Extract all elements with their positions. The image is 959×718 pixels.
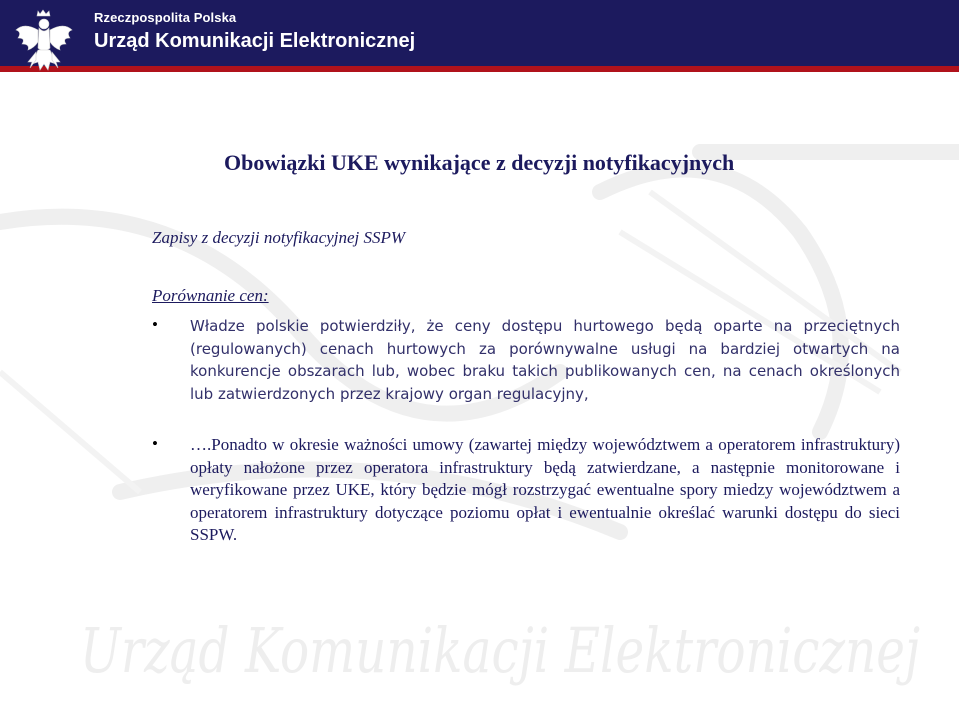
bullet-text-1: Władze polskie potwierdziły, że ceny dostępu hurtowego będą oparte na przeciętnych (regulowanych) cenach hurtowych za porównywalne usługi na bardziej otwartych na konkurencje obszarach lub, wobec braku takich publikowanych cen, na cenach określonych lub zatwierdzonych przez krajowy organ regulacyjny,	[190, 317, 900, 403]
bullet-text-2: ….Ponadto w okresie ważności umowy (zawartej między województwem a operatorem infrastruktury) opłaty nałożone przez operatora infrastruktury będą zatwierdzane, a następnie monitorowane i weryfikowane przez UKE, który będzie mógł rozstrzygać ewentualne spory miedzy województwem a operatorem infrastruktury dotyczące poziomu opłat i ewentualnie określać warunki dostępu do sieci SSPW.	[190, 435, 900, 544]
org-name-small: Rzeczpospolita Polska	[94, 10, 237, 25]
slide-title: Obowiązki UKE wynikające z decyzji notyfikacyjnych	[224, 150, 735, 175]
bullet-marker-2: •	[152, 434, 158, 453]
slide-subtitle: Zapisy z decyzji notyfikacyjnej SSPW	[152, 228, 406, 247]
section-heading: Porównanie cen:	[152, 286, 269, 305]
bullet-marker-1: •	[152, 315, 158, 334]
watermark-text: Urząd Komunikacji Elektronicznej	[80, 614, 920, 687]
org-name-large: Urząd Komunikacji Elektronicznej	[94, 30, 416, 52]
